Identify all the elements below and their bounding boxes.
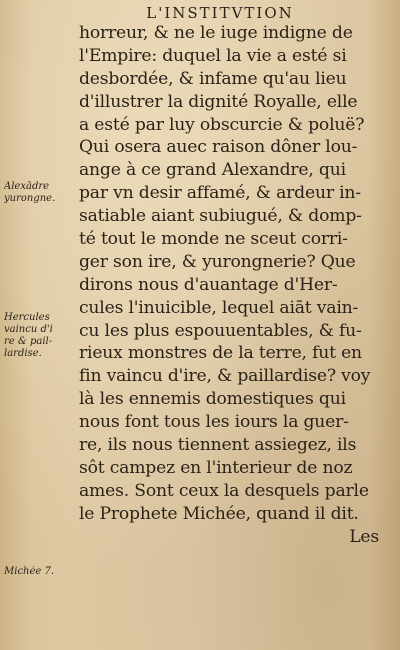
text-line: par vn desir affamé, & ardeur in-: [79, 183, 361, 204]
body-text: [79, 22, 379, 548]
text-line: fin vaincu d'ire, & paillardise? voy: [79, 366, 371, 387]
margin-note-hercules: [4, 312, 78, 360]
text-line: dirons nous d'auantage d'Her-: [79, 274, 338, 295]
text-line: re, ils nous tiennent assiegez, ils: [79, 435, 357, 456]
text-line: a esté par luy obscurcie & poluë?: [79, 114, 365, 135]
running-head-text: L'INSTITVTION: [146, 4, 294, 22]
margin-note-line: Hercules: [4, 312, 50, 323]
text-line: desbordée, & infame qu'au lieu: [79, 68, 347, 89]
catchword: Les: [349, 526, 379, 547]
text-line: Qui osera auec raison dôner lou-: [79, 137, 358, 158]
text-line: ger son ire, & yurongnerie? Que: [79, 251, 356, 272]
text-line: là les ennemis domestiques qui: [79, 389, 346, 410]
text-line: horreur, & ne le iuge indigne de: [79, 23, 353, 43]
margin-note-alexandre: [4, 181, 78, 205]
text-line: cules l'inuicible, lequel aiāt vain-: [79, 297, 359, 318]
text-line: ange à ce grand Alexandre, qui: [79, 160, 346, 181]
margin-note-michee: [4, 566, 78, 578]
text-line: ames. Sont ceux la desquels parle: [79, 480, 369, 501]
margin-note-line: Michée 7.: [4, 566, 55, 577]
margin-note-line: yurongne.: [4, 193, 56, 204]
margin-note-line: lardise.: [4, 348, 42, 359]
margin-note-line: Alexādre: [4, 181, 50, 192]
text-line: l'Empire: duquel la vie a esté si: [79, 45, 347, 66]
text-line: satiable aiant subiugué, & domp-: [79, 206, 362, 227]
text-line: cu les plus espouuentables, & fu-: [79, 320, 362, 341]
text-line: le Prophete Michée, quand il dit.: [79, 503, 359, 524]
text-line: nous font tous les iours la guer-: [79, 412, 349, 433]
text-line: d'illustrer la dignité Royalle, elle: [79, 91, 358, 112]
text-line: rieux monstres de la terre, fut en: [79, 343, 362, 364]
margin-note-line: re & pail-: [4, 336, 53, 347]
running-head: [0, 4, 400, 22]
margin-note-line: vaincu d'i: [4, 324, 53, 335]
text-line: sôt campez en l'interieur de noz: [79, 457, 353, 478]
text-line: té tout le monde ne sceut corri-: [79, 229, 348, 250]
